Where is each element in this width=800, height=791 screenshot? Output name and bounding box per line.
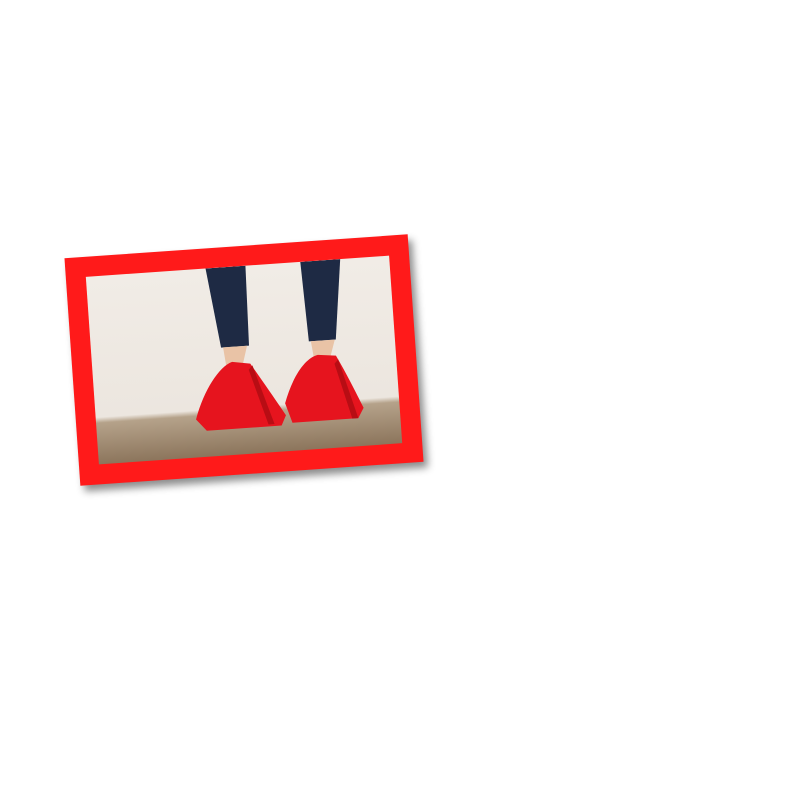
red-high-heel-shoes-photo bbox=[86, 256, 402, 465]
border-left bbox=[38, 60, 78, 791]
border-right bbox=[742, 60, 782, 791]
border-top bbox=[35, 30, 765, 70]
shoes-illustration bbox=[86, 256, 402, 465]
shoes-photo-frame bbox=[64, 234, 423, 485]
